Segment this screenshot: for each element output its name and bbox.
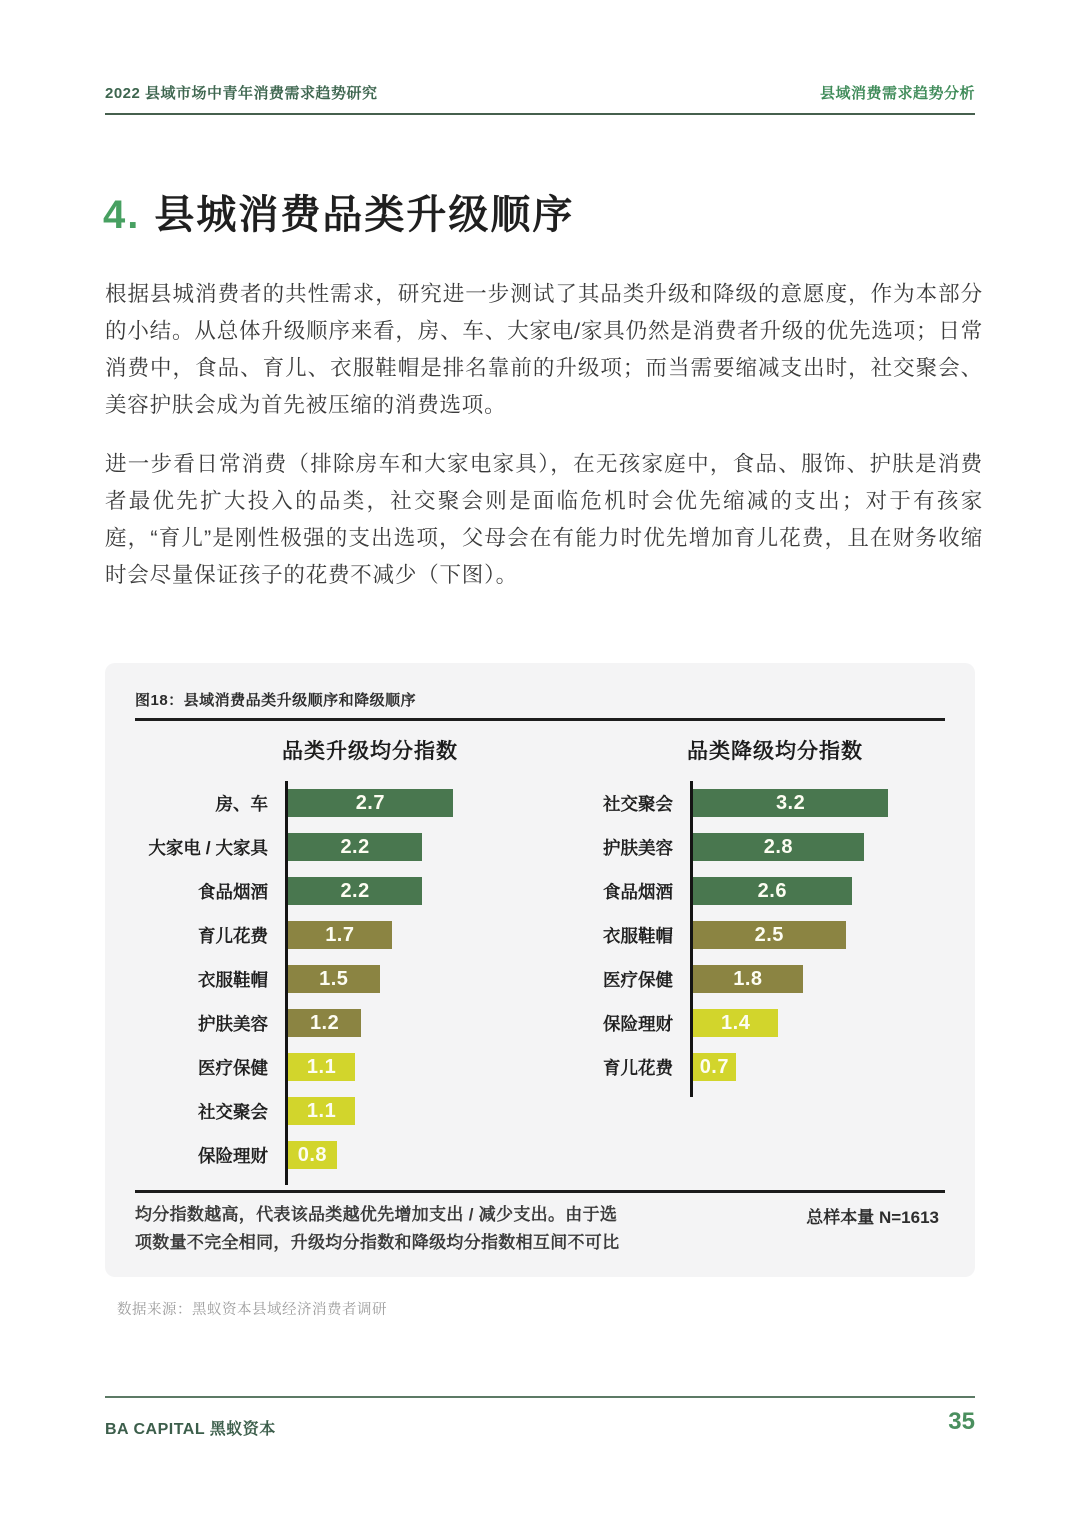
page-header — [105, 82, 975, 103]
header-report-title: 2022 县域市场中青年消费需求趋势研究 — [105, 85, 378, 102]
body-paragraph-1: 根据县城消费者的共性需求，研究进一步测试了其品类升级和降级的意愿度，作为本部分的小结。从总体升级顺序来看，房、车、大家电/家具仍然是消费者升级的优先选项；日常消费中，食品、育儿、衣服鞋帽是排名靠前的升级项；而当需要缩减支出时，社交聚会、美容护肤会成为首先被压缩的消费选项。 — [105, 282, 983, 417]
footer-divider — [105, 1396, 975, 1398]
chart-row — [135, 921, 545, 949]
footnote-line-1: 均分指数越高，代表该品类越优先增加支出 / 减少支出。由于选 — [135, 1205, 618, 1224]
chart-row — [135, 789, 545, 817]
category-label: 护肤美容 — [198, 1013, 268, 1034]
chart-row — [135, 1141, 545, 1169]
category-label: 社交聚会 — [603, 793, 673, 814]
page-number: 35 — [948, 1408, 975, 1435]
section-title-text: 县城消费品类升级顺序 — [154, 193, 575, 237]
chart-axis-line — [285, 781, 288, 1185]
bar: 1.7 — [288, 921, 392, 949]
category-label: 护肤美容 — [603, 837, 673, 858]
figure-panel — [105, 663, 975, 1277]
category-label: 衣服鞋帽 — [603, 925, 673, 946]
bar: 3.2 — [693, 789, 888, 817]
bar: 1.5 — [288, 965, 380, 993]
figure-caption-divider — [135, 718, 945, 721]
chart-row — [540, 833, 950, 861]
section-title — [103, 183, 574, 240]
category-label: 食品烟酒 — [198, 881, 268, 902]
bar: 2.2 — [288, 833, 422, 861]
upgrade-index-chart — [135, 735, 545, 1185]
bar: 1.1 — [288, 1053, 355, 1081]
chart-row — [540, 789, 950, 817]
chart-row — [540, 1009, 950, 1037]
figure-caption: 图18：县域消费品类升级顺序和降级顺序 — [135, 692, 417, 709]
chart-footnote — [135, 1201, 619, 1257]
chart-row — [540, 921, 950, 949]
bar: 2.7 — [288, 789, 453, 817]
chart-row — [135, 1009, 545, 1037]
sample-size-label: 总样本量 N=1613 — [806, 1208, 939, 1227]
category-label: 育儿花费 — [603, 1057, 673, 1078]
chart-row — [135, 877, 545, 905]
section-number: 4. — [103, 193, 141, 237]
chart-row — [540, 965, 950, 993]
data-source-note: 数据来源：黑蚁资本县域经济消费者调研 — [117, 1302, 387, 1318]
bar: 0.8 — [288, 1141, 337, 1169]
footnote-line-2: 项数量不完全相同，升级均分指数和降级均分指数相互间不可比 — [135, 1233, 620, 1252]
chart-row — [135, 833, 545, 861]
category-label: 育儿花费 — [198, 925, 268, 946]
category-label: 医疗保健 — [603, 969, 673, 990]
chart-row — [135, 965, 545, 993]
category-label: 社交聚会 — [198, 1101, 268, 1122]
chart-row — [540, 1053, 950, 1081]
category-label: 保险理财 — [198, 1145, 268, 1166]
category-label: 衣服鞋帽 — [198, 969, 268, 990]
chart-title-downgrade: 品类降级均分指数 — [687, 740, 863, 763]
category-label: 大家电 / 大家具 — [148, 837, 268, 858]
chart-row — [135, 1097, 545, 1125]
body-paragraph-2: 进一步看日常消费（排除房车和大家电家具），在无孩家庭中，食品、服饰、护肤是消费者最优先扩大投入的品类，社交聚会则是面临危机时会优先缩减的支出；对于有孩家庭，“育儿”是刚性极强的支出选项，父母会在有能力时优先增加育儿花费，且在财务收缩时会尽量保证孩子的花费不减少（下图）。 — [105, 452, 983, 587]
chart-row — [540, 877, 950, 905]
footnote-divider — [135, 1190, 945, 1193]
chart-row — [135, 1053, 545, 1081]
bar: 2.2 — [288, 877, 422, 905]
bar: 1.2 — [288, 1009, 361, 1037]
downgrade-index-chart — [540, 735, 950, 1097]
bar: 1.1 — [288, 1097, 355, 1125]
category-label: 医疗保健 — [198, 1057, 268, 1078]
bar: 2.5 — [693, 921, 846, 949]
bar: 0.7 — [693, 1053, 736, 1081]
chart-title-upgrade: 品类升级均分指数 — [282, 740, 458, 763]
category-label: 房、车 — [215, 793, 268, 814]
chart-rows — [540, 789, 950, 1081]
footer-brand: BA CAPITAL 黑蚁资本 — [105, 1421, 276, 1438]
header-divider — [105, 113, 975, 115]
category-label: 食品烟酒 — [603, 881, 673, 902]
category-label: 保险理财 — [603, 1013, 673, 1034]
chart-rows — [135, 789, 545, 1169]
header-chapter-title: 县域消费需求趋势分析 — [819, 85, 975, 102]
bar: 2.6 — [693, 877, 852, 905]
bar: 2.8 — [693, 833, 864, 861]
bar: 1.4 — [693, 1009, 778, 1037]
chart-axis-line — [690, 781, 693, 1097]
bar: 1.8 — [693, 965, 803, 993]
